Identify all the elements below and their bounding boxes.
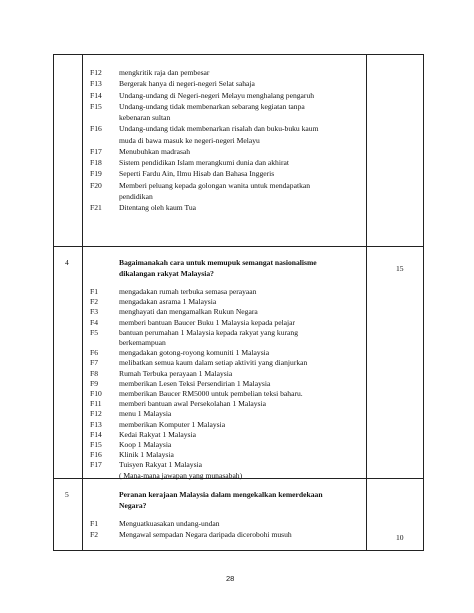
answer-text: mengadakan gotong-royong komuniti 1 Malaysia <box>119 348 270 358</box>
column-divider-marks <box>366 54 367 551</box>
answer-text: mengkritik raja dan pembesar <box>119 68 210 77</box>
answer-code: F5 <box>90 327 99 337</box>
answer-text: kebenaran sultan <box>119 113 171 122</box>
answer-code: F16 <box>90 450 102 460</box>
answer-code: F3 <box>90 307 99 317</box>
answer-text: memberikan Komputer 1 Malaysia <box>119 419 226 429</box>
answer-note: ( Mana-mana jawapan yang munasabah) <box>119 470 243 480</box>
answer-text: Memberi peluang kepada golongan wanita untuk mendapatkan <box>119 180 311 190</box>
answer-text: memberi bantuan Baucer Buku 1 Malaysia kepada pelajar <box>119 317 296 327</box>
answer-code: F4 <box>90 317 99 327</box>
answer-code: F20 <box>90 180 102 190</box>
question-4-text-line-2: dikalangan rakyat Malaysia? <box>119 269 214 278</box>
answer-code: F14 <box>90 90 102 100</box>
answer-text: bantuan perumahan 1 Malaysia kepada rakyat yang kurang <box>119 327 299 337</box>
answer-code: F16 <box>90 124 102 134</box>
answer-code: F15 <box>90 440 102 449</box>
table-border-bottom <box>53 550 424 551</box>
answer-text: Ditentang oleh kaum Tua <box>119 203 196 212</box>
question-4-text-line-1: Bagaimanakah cara untuk memupuk semangat nasionalisme <box>119 258 317 267</box>
table-border-top <box>53 54 424 55</box>
answer-text: muda di bawa masuk ke negeri-negeri Melayu <box>119 135 260 145</box>
answer-code: F19 <box>90 169 102 179</box>
answer-text: Tuisyen Rakyat 1 Malaysia <box>119 460 203 470</box>
answer-text: Undang-undang di Negeri-negeri Melayu menghalang pengaruh <box>119 90 315 100</box>
answer-text: melibatkan semua kaum dalam setiap aktiviti yang dianjurkan <box>119 358 308 368</box>
answer-code: F9 <box>90 378 99 388</box>
answer-code: F10 <box>90 389 102 398</box>
answer-text: berkemampuan <box>119 338 166 347</box>
answer-text: Seperti Fardu Ain, Ilmu Hisab dan Bahasa Inggeris <box>119 169 275 179</box>
answer-text: Klinik 1 Malaysia <box>119 450 174 460</box>
answer-text: menghayati dan mengamalkan Rukun Negara <box>119 307 258 317</box>
answer-code: F17 <box>90 460 102 470</box>
answer-code: F1 <box>90 519 99 528</box>
answer-code: F12 <box>90 409 102 419</box>
answer-code: F1 <box>90 287 99 296</box>
answer-text: Bergerak hanya di negeri-negeri Selat sahaja <box>119 79 255 89</box>
answer-text: memberikan Baucer RM5000 untuk pembelian teksi baharu. <box>119 389 303 398</box>
question-number: 4 <box>65 258 69 267</box>
answer-text: Menubuhkan madrasah <box>119 146 191 156</box>
answer-text: mengadakan asrama 1 Malaysia <box>119 297 217 307</box>
answer-text: Undang-undang tidak membenarkan sebarang kegiatan tanpa <box>119 101 305 111</box>
answer-code: F7 <box>90 358 99 368</box>
table-border-right <box>423 54 424 551</box>
answer-text: Koop 1 Malaysia <box>119 440 172 449</box>
answer-code: F14 <box>90 429 102 439</box>
answer-code: F12 <box>90 68 102 77</box>
question-number: 5 <box>65 490 69 499</box>
question-5-text-line-1: Peranan kerajaan Malaysia dalam mengekalkan kemerdekaan <box>119 490 323 499</box>
answer-text: memberikan Lesen Teksi Persendirian 1 Malaysia <box>119 378 271 388</box>
answer-text: memberi bantuan awal Persekolahan 1 Malaysia <box>119 399 266 409</box>
answer-code: F13 <box>90 419 102 429</box>
answer-text: Kedai Rakyat 1 Malaysia <box>119 429 196 439</box>
answer-code: F2 <box>90 297 99 307</box>
answer-code: F2 <box>90 530 99 539</box>
answer-text: pendidikan <box>119 191 153 201</box>
answer-text: mengadakan rumah terbuka semasa perayaan <box>119 287 257 296</box>
answer-code: F17 <box>90 146 102 156</box>
answer-text: Mengawal sempadan Negara daripada dicerobohi musuh <box>119 530 292 539</box>
answer-text: menu 1 Malaysia <box>119 409 172 419</box>
answer-text: Rumah Terbuka perayaan 1 Malaysia <box>119 368 233 378</box>
answer-code: F11 <box>90 399 102 409</box>
question-4-marks: 15 <box>396 264 404 273</box>
answer-table <box>53 54 424 551</box>
answer-code: F8 <box>90 368 99 378</box>
answer-text: Sistem pendidikan Islam merangkumi dunia dan akhirat <box>119 158 289 167</box>
answer-code: F13 <box>90 79 102 89</box>
question-5-text-line-2: Negara? <box>119 501 147 510</box>
row-divider-q4 <box>53 246 424 247</box>
answer-text: Menguatkuasakan undang-undan <box>119 519 220 528</box>
answer-code: F21 <box>90 203 102 212</box>
page-number: 28 <box>226 574 235 583</box>
answer-code: F15 <box>90 101 102 111</box>
question-5-marks: 10 <box>396 533 404 542</box>
table-border-left <box>53 54 54 551</box>
answer-code: F18 <box>90 158 102 167</box>
answer-text: Undang-undang tidak membenarkan risalah dan buku-buku kaum <box>119 124 319 134</box>
column-divider-number <box>82 54 83 551</box>
answer-code: F6 <box>90 348 99 358</box>
